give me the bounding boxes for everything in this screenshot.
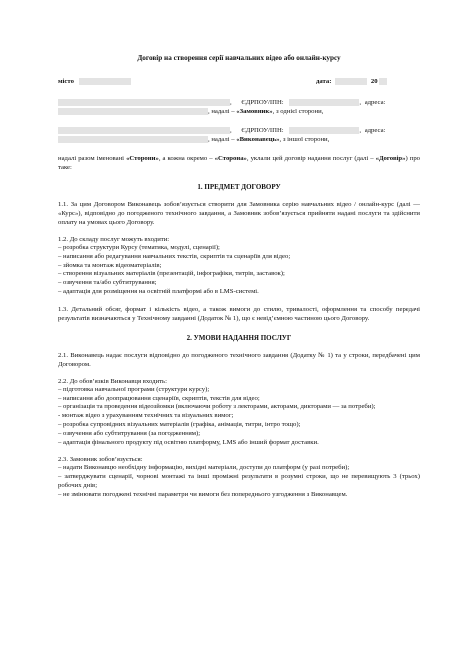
list-item: – організація та проведення відеозйомки (включаючи роботу з лекторами, акторами, дикторами — за потреби); bbox=[58, 403, 376, 411]
city-label: місто bbox=[58, 78, 74, 85]
customer-edrpou-field[interactable] bbox=[289, 99, 359, 106]
executor-name-field[interactable] bbox=[58, 127, 230, 134]
list-item: – розробка супровідних візуальних матеріалів (графіка, анімація, титри, інтро тощо); bbox=[58, 420, 301, 428]
list-item: – розробка структури Курсу (тематика, модулі, сценарії); bbox=[58, 244, 220, 251]
list-item: – озвучення та/або субтитрування; bbox=[58, 279, 157, 287]
list-item: – надати Виконавцю необхідну інформацію, вихідні матеріали, доступи до платформ (у разі потреби); bbox=[58, 464, 350, 472]
list-item: – написання або редагування навчальних текстів, скриптів та сценаріїв для відео; bbox=[58, 252, 291, 260]
city-date-row bbox=[58, 77, 420, 86]
customer-row-1: , ЄДРПОУ/ІПН: , адреса: bbox=[58, 98, 420, 107]
date-group bbox=[316, 77, 387, 86]
section-1-heading: 1. ПРЕДМЕТ ДОГОВОРУ bbox=[197, 183, 281, 191]
customer-suffix: , надалі – «Замовник», з однієї сторони, bbox=[208, 108, 324, 115]
clause-2-2-list bbox=[58, 386, 420, 448]
clause-1-1: 1.1. За цим Договором Виконавець зобов’язується створити для Замовника серію навчальних відео / онлайн-курс (далі — «Курс»), відповідно до погодженого технічного завдання, а Замовник зобов’язується прийняти надані послуги та здійснити оплату на умовах цього Договору. bbox=[58, 201, 420, 226]
list-item: – адаптація для розміщення на освітній платформі або в LMS-системі. bbox=[58, 287, 259, 295]
city-field[interactable] bbox=[79, 78, 131, 85]
list-item: – адаптація фінального продукту під освітню платформу, LMS або інший формат доставки. bbox=[58, 438, 319, 446]
executor-address-field[interactable] bbox=[58, 136, 208, 143]
document-title: Договір на створення серії навчальних відео або онлайн-курсу bbox=[137, 54, 341, 62]
clause-1-2-intro: 1.2. До складу послуг можуть входити: bbox=[58, 236, 170, 243]
customer-address-field[interactable] bbox=[58, 108, 208, 115]
parties-intro: надалі разом іменовані «Сторони», а кожна окремо – «Сторона», уклали цей договір надання послуг (далі – «Договір») про таке: bbox=[58, 155, 421, 171]
executor-row-2 bbox=[58, 135, 420, 144]
clause-2-1: 2.1. Виконавець надає послуги відповідно до погодженого технічного завдання (Додатку № 1) та у строки, передбачені цим Договором. bbox=[58, 351, 420, 368]
date-field[interactable] bbox=[335, 78, 367, 85]
clause-2-3-list bbox=[58, 464, 420, 499]
executor-suffix: , надалі – «Виконавець», з іншої сторони, bbox=[208, 136, 330, 143]
executor-edrpou-label: ЄДРПОУ/ІПН: bbox=[241, 127, 284, 134]
clause-2-3-intro: 2.3. Замовник зобов’язується: bbox=[58, 456, 143, 464]
list-item: – затверджувати сценарії, чорнові монтажі та інші проміжні результати в розумні строки, що не перевищують 3 (трьох) робочих днів; bbox=[58, 473, 420, 489]
executor-edrpou-field[interactable] bbox=[289, 127, 359, 134]
list-item: – не змінювати погоджені технічні параметри чи вимоги без попереднього узгодження з Виконавцем. bbox=[58, 490, 348, 498]
list-item: - монтаж відео з урахуванням технічних та візуальних вимог; bbox=[58, 412, 234, 420]
customer-name-field[interactable] bbox=[58, 99, 230, 106]
year-prefix: 20 bbox=[370, 78, 378, 85]
list-item: – зйомка та монтаж відеоматеріалів; bbox=[58, 261, 162, 269]
executor-row-1: , ЄДРПОУ/ІПН: , адреса: bbox=[58, 126, 420, 135]
section-2-heading: 2. УМОВИ НАДАННЯ ПОСЛУГ bbox=[186, 333, 292, 342]
list-item: – підготовка навчальної програми (структури курсу); bbox=[58, 385, 210, 393]
customer-row-2 bbox=[58, 107, 420, 116]
list-item: – створення візуальних матеріалів (презентацій, інфографіки, титрів, заставок); bbox=[58, 270, 285, 278]
list-item: – написання або доопрацювання сценаріїв, скриптів, текстів для відео; bbox=[58, 394, 260, 402]
customer-address-label: адреса: bbox=[364, 99, 386, 106]
clause-2-2-intro: 2.2. До обов’язків Виконавця входить: bbox=[58, 377, 167, 385]
date-label: дата: bbox=[316, 78, 332, 85]
year-field[interactable] bbox=[379, 78, 387, 85]
clause-1-3: 1.3. Детальний обсяг, формат і кількість відео, а також вимоги до стилю, тривалості, оформлення та способу передачі результатів визначаються у Технічному завданні (Додаток № 1), що є невід’ємною частиною цього Договору. bbox=[58, 305, 420, 322]
list-item: – озвучення або субтитрування (за погодженням); bbox=[58, 429, 201, 437]
clause-1-2-list bbox=[58, 244, 420, 297]
customer-edrpou-label: ЄДРПОУ/ІПН: bbox=[241, 99, 284, 106]
executor-address-label: адреса: bbox=[364, 127, 386, 134]
